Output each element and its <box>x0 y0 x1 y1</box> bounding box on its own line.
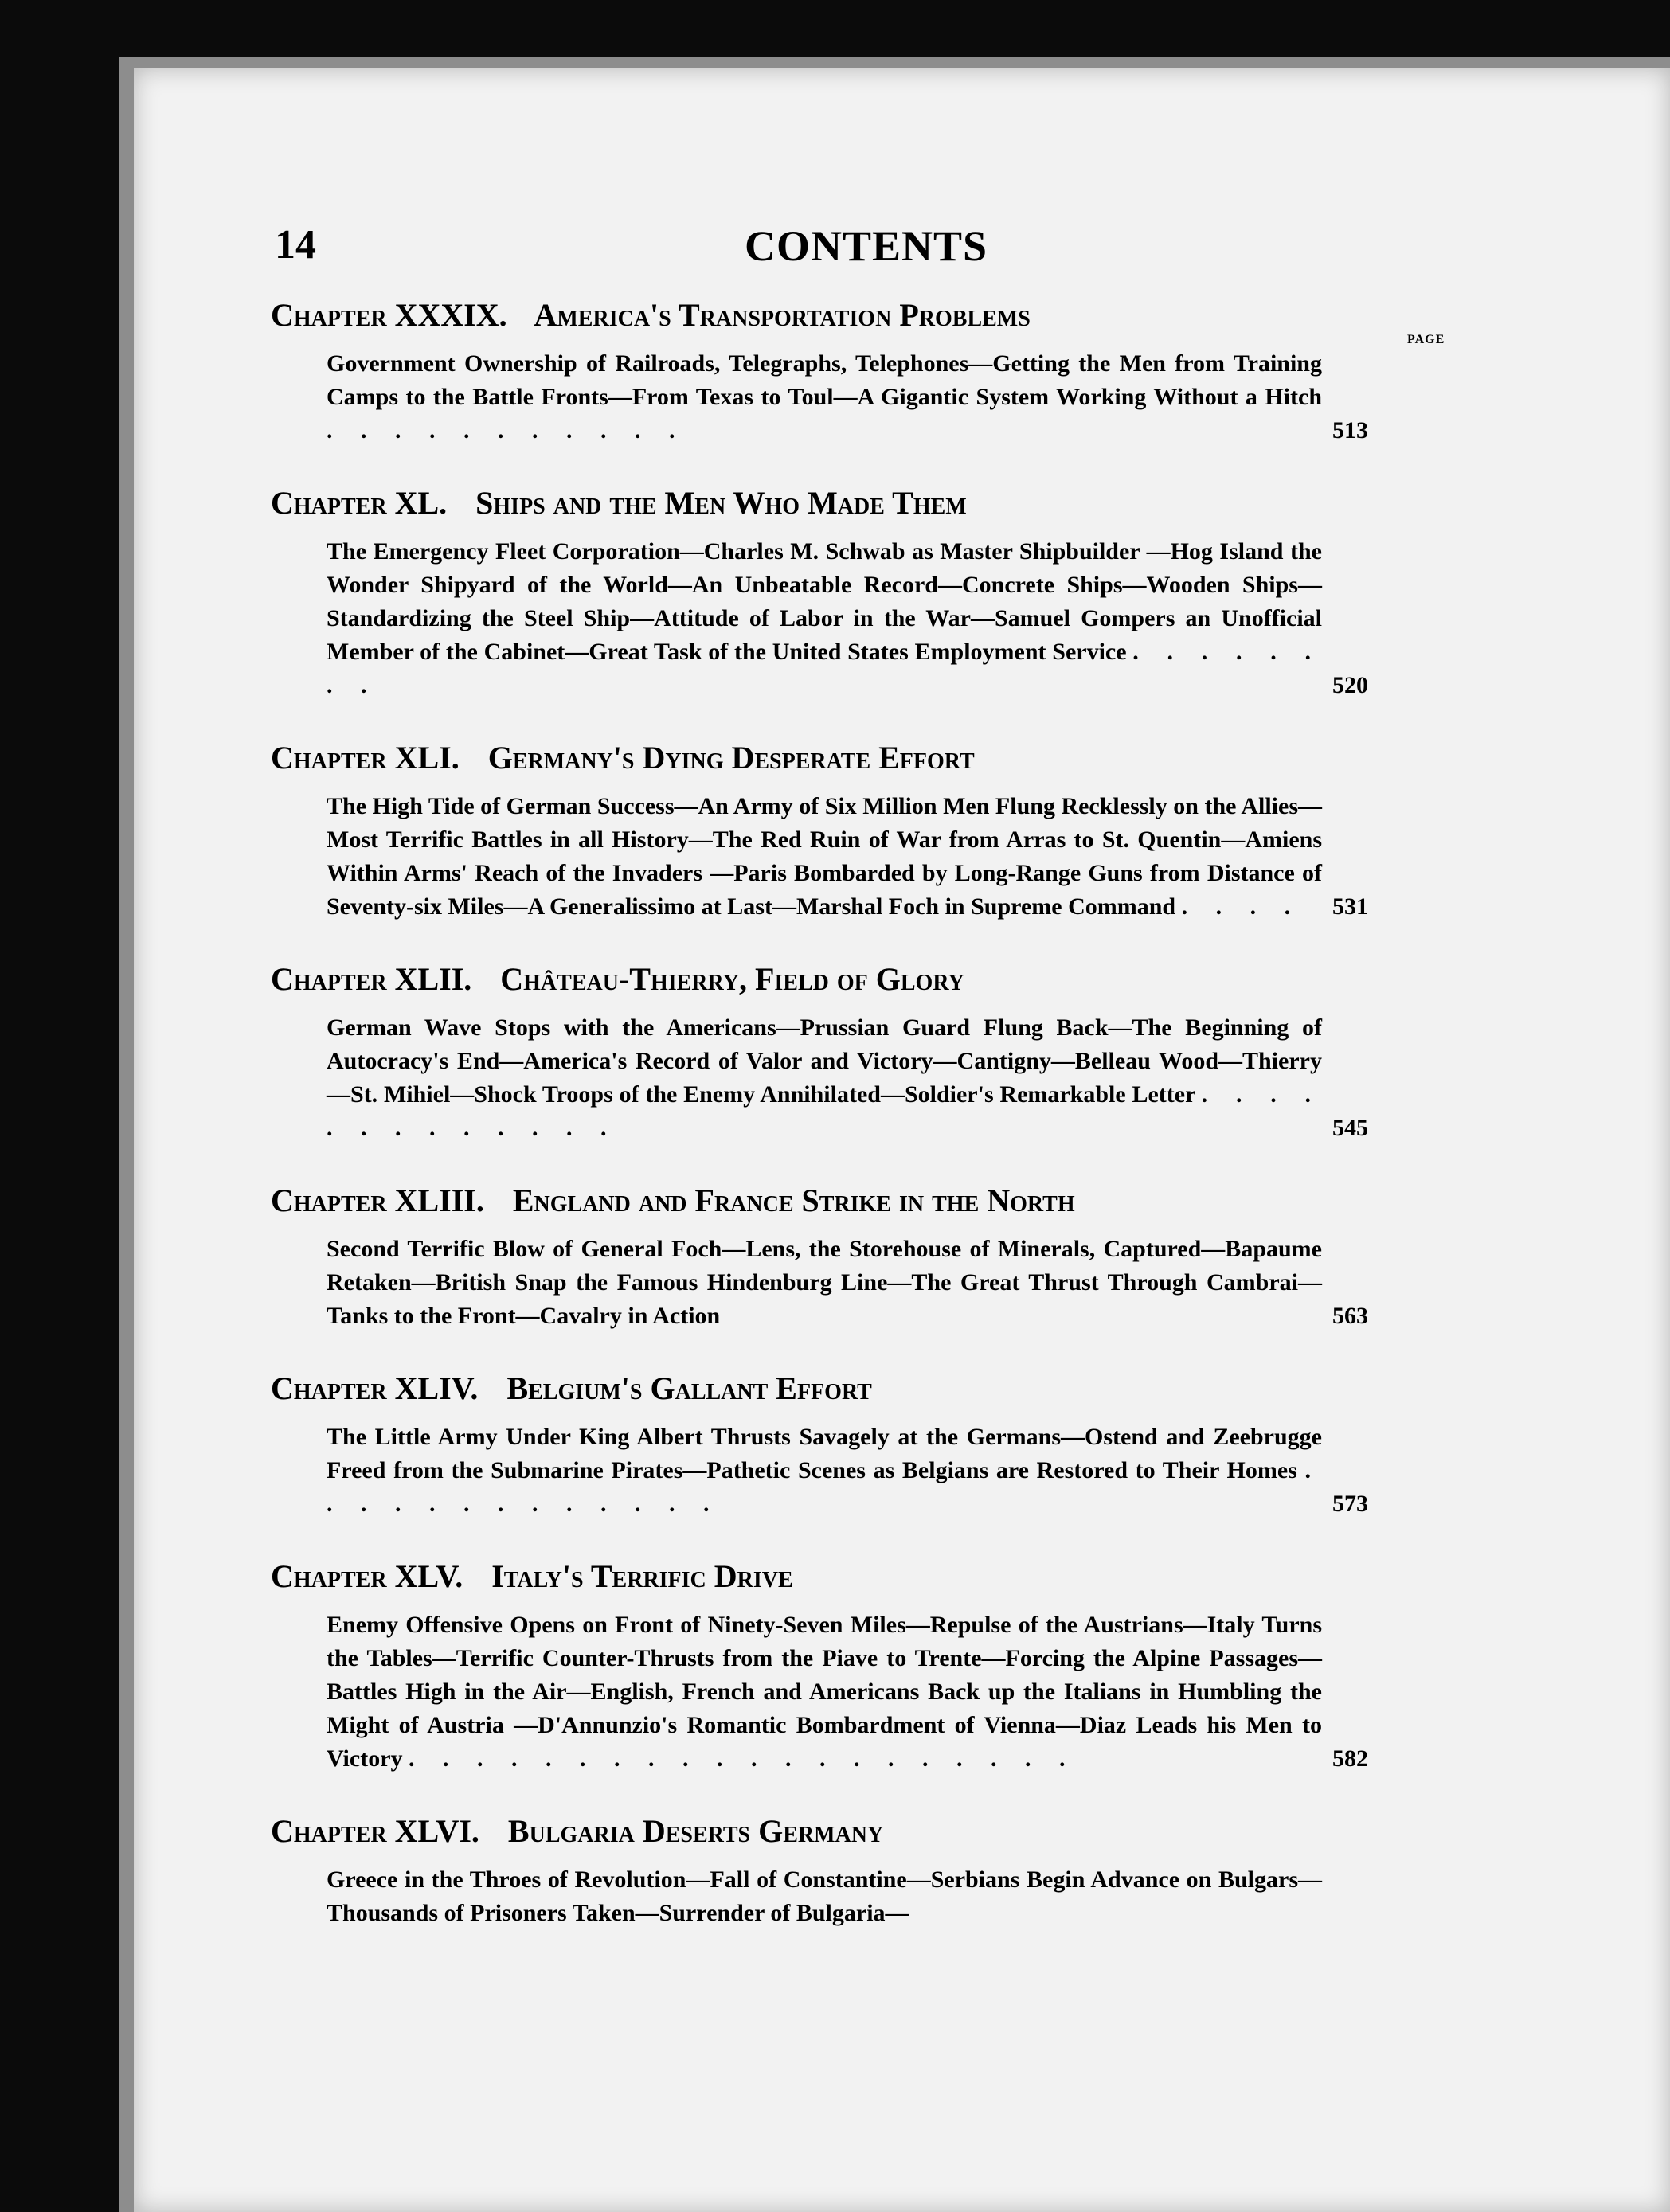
chapter-title: Ships and the Men Who Made Them <box>475 485 967 521</box>
chapter-page-number: 513 <box>1332 417 1368 444</box>
chapter-page-number: 531 <box>1332 893 1368 920</box>
dot-leader: . . . . . . . . <box>327 639 1323 698</box>
chapter-heading <box>271 483 1461 524</box>
chapter-description <box>327 1233 1368 1333</box>
chapter-summary: The Emergency Fleet Corporation—Charles M. Schwab as Master Shipbuilder —Hog Island the Wonder Shipyard of the World—An Unbeatable Record—Concrete Ships—Wooden Ships—Standardizing the Steel Ship—Attitude of Labor in the War—Samuel Gompers an Unofficial Member of the Cabinet—Great Task of the United States Employment Service <box>327 538 1322 665</box>
chapter-heading <box>271 959 1461 1000</box>
chapter-page-number: 520 <box>1332 672 1368 698</box>
chapter-page-number: 573 <box>1332 1491 1368 1517</box>
chapter-title: Château-Thierry, Field of Glory <box>500 961 964 997</box>
table-of-contents <box>271 295 1461 1965</box>
chapter-summary: The Little Army Under King Albert Thrusts Savagely at the Germans—Ostend and Zeebrugge Freed from the Submarine Pirates—Pathetic Scenes as Belgians are Restored to Their Homes <box>327 1424 1322 1483</box>
chapter-heading <box>271 1180 1461 1221</box>
chapter-entry-46 <box>271 1811 1461 1930</box>
page-column-label: PAGE <box>1407 333 1445 346</box>
chapter-title: Italy's Terrific Drive <box>491 1558 793 1594</box>
chapter-entry-42 <box>271 959 1461 1145</box>
chapter-heading <box>271 1811 1461 1852</box>
dot-leader: . . . . . . . . . . . <box>327 417 686 444</box>
chapter-number: Chapter XXXIX. <box>271 297 507 333</box>
dot-leader: . . . . . . . . . . . . . <box>327 1081 1323 1141</box>
chapter-entry-45 <box>271 1556 1461 1776</box>
chapter-summary: Second Terrific Blow of General Foch—Lens, the Storehouse of Minerals, Captured—Bapaume Retaken—British Snap the Famous Hindenburg Line—The Great Thrust Through Cambrai—Tanks to the Front—Cavalry in Action <box>327 1236 1322 1329</box>
chapter-description <box>327 1011 1368 1145</box>
chapter-title: Germany's Dying Desperate Effort <box>487 740 975 776</box>
chapter-description <box>327 535 1368 702</box>
chapter-summary: Government Ownership of Railroads, Telegraphs, Telephones—Getting the Men from Training Camps to the Battle Fronts—From Texas to Toul—A Gigantic System Working Without a Hitch <box>327 350 1322 410</box>
chapter-entry-41 <box>271 737 1461 924</box>
chapter-page-number: 582 <box>1332 1745 1368 1772</box>
chapter-heading <box>271 737 1461 779</box>
chapter-description <box>327 1863 1322 1930</box>
chapter-number: Chapter XLIII. <box>271 1182 484 1218</box>
dot-leader: . . . . . . . . . . . . . <box>327 1457 1322 1517</box>
chapter-description <box>327 1608 1368 1776</box>
dot-leader: . . . . <box>1181 893 1302 920</box>
chapter-entry-40 <box>271 483 1461 702</box>
chapter-title: Bulgaria Deserts Germany <box>507 1813 884 1849</box>
chapter-summary: Greece in the Throes of Revolution—Fall of Constantine—Serbians Begin Advance on Bulgars—Thousands of Prisoners Taken—Surrender of Bulgaria— <box>327 1866 1322 1926</box>
chapter-number: Chapter XLV. <box>271 1558 463 1594</box>
chapter-entry-39 <box>271 295 1461 447</box>
chapter-page-number: 545 <box>1332 1115 1368 1141</box>
chapter-number: Chapter XLIV. <box>271 1370 479 1406</box>
page-number: 14 <box>275 222 316 268</box>
chapter-page-number: 563 <box>1332 1303 1368 1329</box>
chapter-title: England and France Strike in the North <box>512 1182 1075 1218</box>
chapter-title: America's Transportation Problems <box>534 297 1031 333</box>
chapter-number: Chapter XLVI. <box>271 1813 479 1849</box>
chapter-description <box>327 790 1368 924</box>
chapter-heading <box>271 295 1461 336</box>
chapter-number: Chapter XLI. <box>271 740 460 776</box>
chapter-number: Chapter XL. <box>271 485 448 521</box>
dot-leader: . . . . . . . . . . . . . . . . . . . . <box>409 1745 1077 1772</box>
chapter-number: Chapter XLII. <box>271 961 472 997</box>
chapter-description <box>327 1421 1368 1521</box>
page-header <box>275 221 1457 285</box>
running-title: CONTENTS <box>744 222 988 270</box>
chapter-summary: German Wave Stops with the Americans—Prussian Guard Flung Back—The Beginning of Autocracy's End—America's Record of Valor and Victory—Cantigny—Belleau Wood—Thierry—St. Mihiel—Shock Troops of the Enemy Annihilated—Soldier's Remarkable Letter <box>327 1014 1322 1108</box>
chapter-description <box>327 347 1368 447</box>
chapter-entry-44 <box>271 1368 1461 1521</box>
chapter-title: Belgium's Gallant Effort <box>506 1370 872 1406</box>
chapter-heading <box>271 1556 1461 1597</box>
chapter-entry-43 <box>271 1180 1461 1333</box>
chapter-heading <box>271 1368 1461 1409</box>
chapter-summary: The High Tide of German Success—An Army of Six Million Men Flung Recklessly on the Allies—Most Terrific Battles in all History—The Red Ruin of War from Arras to St. Quentin—Amiens Within Arms' Reach of the Invaders —Paris Bombarded by Long-Range Guns from Distance of Seventy-six Miles—A Generalissimo at Last—Marshal Foch in Supreme Command <box>327 793 1322 920</box>
chapter-summary: Enemy Offensive Opens on Front of Ninety-Seven Miles—Repulse of the Austrians—Italy Turns the Tables—Terrific Counter-Thrusts from the Piave to Trente—Forcing the Alpine Passages—Battles High in the Air—English, French and Americans Back up the Italians in Humbling the Might of Austria —D'Annunzio's Romantic Bombardment of Vienna—Diaz Leads his Men to Victory <box>327 1612 1322 1772</box>
